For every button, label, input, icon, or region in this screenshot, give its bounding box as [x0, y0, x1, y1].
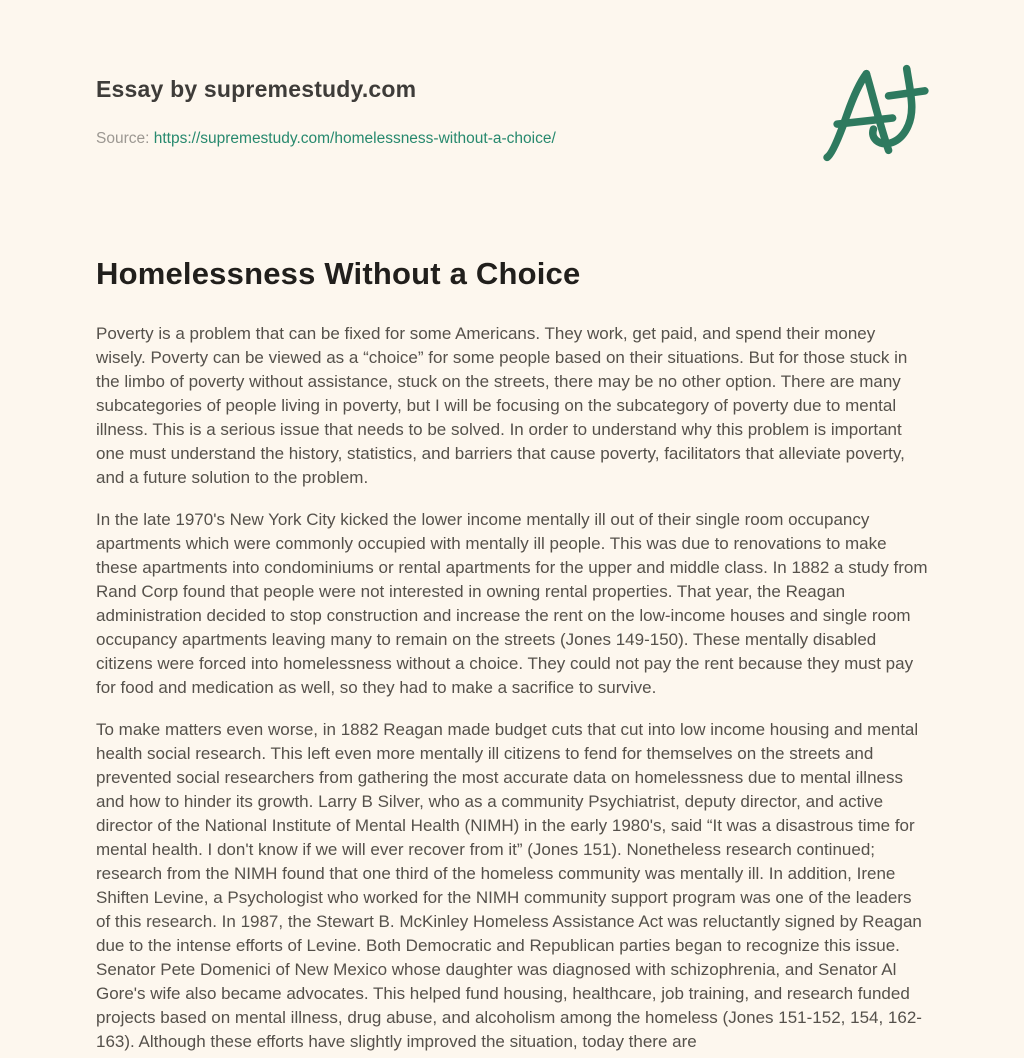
essay-paragraph-3: To make matters even worse, in 1882 Reagan made budget cuts that cut into low income housing and mental health social research. This left even more mentally ill citizens to fend for themselves on the streets and prevented social researchers from gathering the most accurate data on homelessness due to mental illness and how to hinder its growth. Larry B Silver, who as a community Psychiatrist, deputy director, and active director of the National Institute of Mental Health (NIMH) in the early 1980's, said “It was a disastrous time for mental health. I don't know if we will ever recover from it” (Jones 151). Nonetheless research continued; research from the NIMH found that one third of the homeless community was mentally ill. In addition, Irene Shiften Levine, a Psychologist who worked for the NIMH community support program was one of the leaders of this research. In 1987, the Stewart B. McKinley Homeless Assistance Act was reluctantly signed by Reagan due to the intense efforts of Levine. Both Democratic and Republican parties began to recognize this issue. Senator Pete Domenici of New Mexico whose daughter was diagnosed with schizophrenia, and Senator Al Gore's wife also became advocates. This helped fund housing, healthcare, job training, and research funded projects based on mental illness, drug abuse, and alcoholism among the homeless (Jones 151-152, 154, 162-163). Although these efforts have slightly improved the situation, today there are — [96, 719, 922, 1051]
source-line — [96, 130, 928, 149]
essay-title: Homelessness Without a Choice — [96, 256, 581, 292]
site-title: Essay by supremestudy.com — [96, 76, 417, 102]
source-url-link[interactable]: https://supremestudy.com/homelessness-without-a-choice/ — [153, 129, 556, 147]
essay-body — [96, 322, 928, 1054]
essay-paragraph-2: In the late 1970's New York City kicked the lower income mentally ill out of their single room occupancy apartments which were commonly occupied with mentally ill people. This was due to renovations to make these apartments into condominiums or rental apartments for the upper and middle class. In 1882 a study from Rand Corp found that people were not interested in owning rental properties. That year, the Reagan administration decided to stop construction and increase the rent on the low-income houses and single room occupancy apartments leaving many to remain on the streets (Jones 149-150). These mentally disabled citizens were forced into homelessness without a choice. They could not pay the rent because they must pay for food and medication as well, so they had to make a sacrifice to survive. — [96, 509, 928, 697]
source-label: Source: — [96, 129, 150, 147]
a-plus-logo-icon — [818, 60, 944, 164]
essay-paragraph-1: Poverty is a problem that can be fixed for some Americans. They work, get paid, and spend their money wisely. Poverty can be viewed as a “choice” for some people based on their situations. But for those stuck in the limbo of poverty without assistance, stuck on the streets, there may be no other option. There are many subcategories of people living in poverty, but I will be focusing on the subcategory of poverty due to mental illness. This is a serious issue that needs to be solved. In order to understand why this problem is important one must understand the history, statistics, and barriers that cause poverty, facilitators that alleviate poverty, and a future solution to the problem. — [96, 323, 908, 487]
